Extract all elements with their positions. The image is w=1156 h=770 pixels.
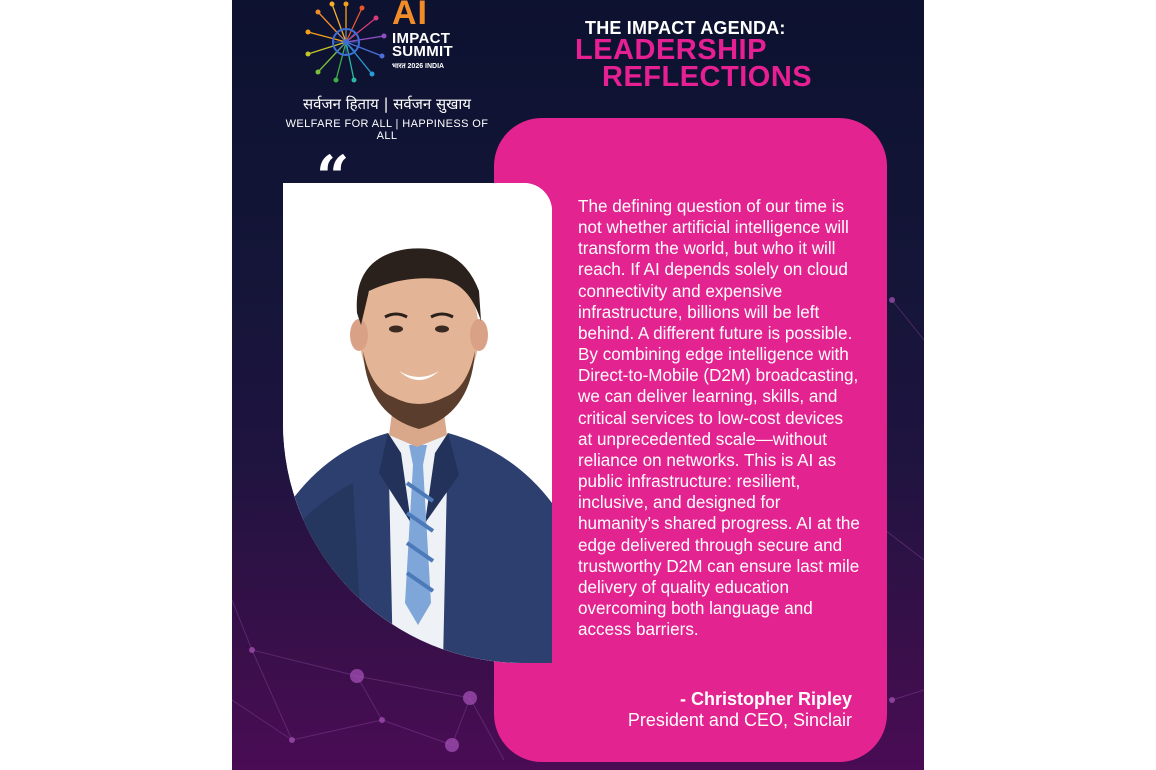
tagline-english: WELFARE FOR ALL | HAPPINESS OF ALL <box>285 118 489 142</box>
attribution-title: President and CEO, Sinclair <box>627 710 852 730</box>
speaker-photo-frame <box>283 183 552 663</box>
quote-mark-icon: “ <box>316 143 350 211</box>
logo-summit-text: SUMMIT <box>392 43 453 60</box>
ai-impact-summit-logo-icon <box>304 0 388 84</box>
header-title-line2: REFLECTIONS <box>602 61 813 93</box>
quote-text: The defining question of our time is not whether artificial intelligence will transform the world, but who it will reach. If AI depends solely on cloud connectivity and expensive infrastructure, billions will be left behind. A different future is possible. By combining edge intelligence with Direct-to-Mobile (D2M) broadcasting, we can deliver learning, skills, and critical services to low-cost devices at unprecedented scale—without reliance on networks. This is AI as public infrastructure: resilient, inclusive, and designed for humanity’s shared progress. AI at the edge delivered through secure and trustworthy D2M can ensure last mile delivery of quality education overcoming both language and access barriers. <box>578 197 860 640</box>
attribution-name: - Christopher Ripley <box>679 689 852 709</box>
header-kicker: THE IMPACT AGENDA: <box>585 18 786 38</box>
logo-subline: भारत 2026 INDIA <box>392 63 445 70</box>
logo-ai-text: AI <box>392 0 428 32</box>
tagline-hindi: सर्वजन हिताय | सर्वजन सुखाय <box>303 95 471 113</box>
header-title-line1: LEADERSHIP <box>575 34 767 66</box>
speaker-portrait <box>283 183 552 663</box>
logo-impact-text: IMPACT <box>392 30 451 47</box>
poster <box>232 0 924 770</box>
